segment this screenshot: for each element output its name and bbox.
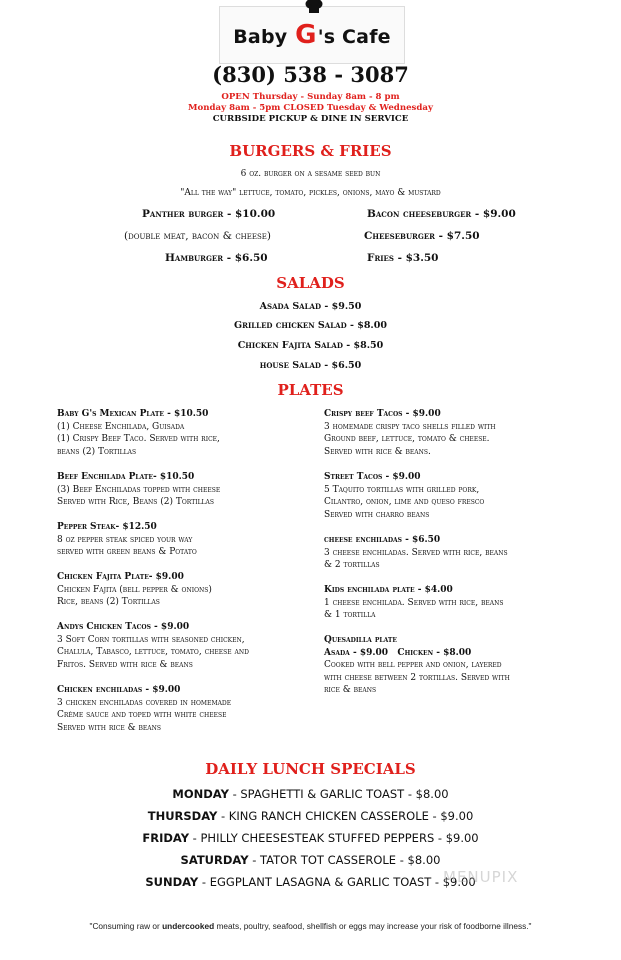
- menu-item-panther-note: (double meat, bacon & cheese): [124, 230, 272, 242]
- plate-desc: Chicken Fajita (bell pepper & onions): [57, 584, 212, 595]
- plate-item: [57, 571, 212, 609]
- plate-desc: 5 Taquito tortillas with grilled pork,: [324, 484, 480, 495]
- plate-desc: & 2 tortillas: [324, 560, 380, 571]
- plate-desc: Cilantro, onion, lime and queso fresco: [324, 497, 485, 508]
- plate-desc: served with green beans & Potato: [57, 547, 197, 558]
- plate-desc: Served with Rice, Beans (2) Tortillas: [57, 497, 214, 508]
- plate-title: cheese enchiladas - $6.50: [324, 535, 441, 545]
- specials-title: DAILY LUNCH SPECIALS: [205, 760, 416, 778]
- menu-item-fries: Fries - $3.50: [367, 252, 439, 264]
- special-sunday: SUNDAY - EGGPLANT LASAGNA & GARLIC TOAST - $9.00: [145, 875, 476, 889]
- plate-desc: 3 cheese enchiladas. Served with rice, beans: [324, 547, 508, 558]
- plate-item: [324, 534, 508, 572]
- burgers-title: BURGERS & FRIES: [229, 142, 392, 160]
- plate-desc: Crème sauce and toped with white cheese: [57, 710, 227, 721]
- special-thursday: THURSDAY - KING RANCH CHICKEN CASSEROLE - $9.00: [147, 809, 474, 823]
- menu-item-hamburger: Hamburger - $6.50: [165, 252, 268, 264]
- plate-prices: Asada - $9.00 Chicken - $8.00: [324, 647, 472, 658]
- plate-desc: & 1 tortilla: [324, 610, 376, 621]
- plate-title: Street Tacos - $9.00: [324, 472, 421, 482]
- plate-item: [57, 521, 197, 559]
- burger-desc-2: "All the way" lettuce, tomato, pickles, onions, mayo & mustard: [180, 188, 441, 198]
- plate-title: Chicken enchiladas - $9.00: [57, 685, 181, 695]
- plate-item: [324, 584, 503, 622]
- menu-item-chicken-fajita-salad: Chicken Fajita Salad - $8.50: [237, 340, 384, 351]
- plate-item: [57, 621, 249, 671]
- plate-desc: 1 cheese enchilada. Served with rice, beans: [324, 597, 504, 608]
- cafe-logo: [219, 6, 405, 64]
- plate-desc: Chalula, Tabasco, lettuce, tomato, cheese and: [57, 647, 249, 658]
- plate-desc: Served with charro beans: [324, 509, 430, 520]
- logo-text-baby: Baby: [233, 26, 295, 48]
- menu-item-house-salad: house Salad - $6.50: [259, 360, 362, 371]
- menu-item-grilled-chicken-salad: Grilled chicken Salad - $8.00: [234, 320, 387, 331]
- disclaimer: "Consuming raw or undercooked meats, poultry, seafood, shellfish or eggs may increase your risk of foodborne illness.": [89, 921, 532, 931]
- menu-item-bacon-cheeseburger: Bacon cheeseburger - $9.00: [367, 208, 516, 220]
- logo-text-cafe: 's Cafe: [317, 26, 391, 48]
- hours-line-2: Monday 8am - 5pm CLOSED Tuesday & Wednesday: [188, 103, 433, 113]
- plate-item: [324, 408, 496, 458]
- plate-desc: (3) Beef Enchiladas topped with cheese: [57, 484, 221, 495]
- plate-desc: beans (2) Tortillas: [57, 446, 137, 457]
- special-friday: FRIDAY - PHILLY CHEESESTEAK STUFFED PEPPERS - $9.00: [142, 831, 479, 845]
- service-line: CURBSIDE PICKUP & DINE IN SERVICE: [212, 114, 409, 124]
- plate-title: Baby G's Mexican Plate - $10.50: [57, 409, 209, 419]
- plate-title: Beef Enchilada Plate- $10.50: [57, 472, 195, 482]
- burger-desc-1: 6 oz. burger on a sesame seed bun: [240, 169, 381, 179]
- special-saturday: SATURDAY - TATOR TOT CASSEROLE - $8.00: [180, 853, 441, 867]
- plate-desc: Rice, beans (2) Tortillas: [57, 597, 160, 608]
- plate-desc: 8 oz pepper steak spiced your way: [57, 534, 193, 545]
- plate-desc: Cooked with bell pepper and onion, layered: [324, 660, 502, 671]
- salads-title: SALADS: [276, 274, 345, 292]
- plates-title: PLATES: [277, 381, 344, 399]
- chef-hat-icon: [305, 0, 323, 14]
- plate-item: [57, 408, 220, 458]
- watermark: MENUPIX: [443, 868, 519, 886]
- plate-title: Crispy beef Tacos - $9.00: [324, 409, 441, 419]
- plate-desc: 3 chicken enchiladas covered in homemade: [57, 697, 232, 708]
- plate-desc: Served with rice & beans.: [324, 446, 431, 457]
- plate-item: [324, 471, 484, 521]
- plate-title: Kids enchilada plate - $4.00: [324, 585, 453, 595]
- menu-item-cheeseburger: Cheeseburger - $7.50: [364, 230, 480, 242]
- plate-desc: (1) Cheese Enchilada, Guisada: [57, 421, 185, 432]
- plate-title: Pepper Steak- $12.50: [57, 522, 157, 532]
- hours-line-1: OPEN Thursday - Sunday 8am - 8 pm: [221, 92, 400, 102]
- special-monday: MONDAY - SPAGHETTI & GARLIC TOAST - $8.00: [172, 787, 449, 801]
- menu-item-panther-burger: Panther burger - $10.00: [142, 208, 276, 220]
- logo-wordmark: [233, 20, 391, 50]
- plate-item: [57, 684, 231, 734]
- plate-item: [57, 471, 220, 509]
- logo-g: G: [295, 20, 317, 50]
- plate-desc: Served with rice & beans: [57, 722, 161, 733]
- plate-desc: 3 homemade crispy taco shells filled with: [324, 421, 496, 432]
- plate-title: Quesadilla plate: [324, 635, 397, 645]
- plate-desc: 3 Soft Corn tortillas with seasoned chicken,: [57, 634, 245, 645]
- plate-item: [324, 634, 510, 697]
- plate-desc: rice & beans: [324, 685, 377, 696]
- plate-desc: Fritos. Served with rice & beans: [57, 659, 193, 670]
- plate-desc: with cheese between 2 tortillas. Served with: [324, 672, 510, 683]
- plate-title: Andys Chicken Tacos - $9.00: [57, 622, 190, 632]
- plate-desc: Ground beef, lettuce, tomato & cheese.: [324, 434, 490, 445]
- plate-desc: (1) Crispy Beef Taco. Served with rice,: [57, 434, 220, 445]
- plate-title: Chicken Fajita Plate- $9.00: [57, 572, 184, 582]
- menu-item-asada-salad: Asada Salad - $9.50: [259, 301, 362, 312]
- phone-number: (830) 538 - 3087: [212, 62, 409, 87]
